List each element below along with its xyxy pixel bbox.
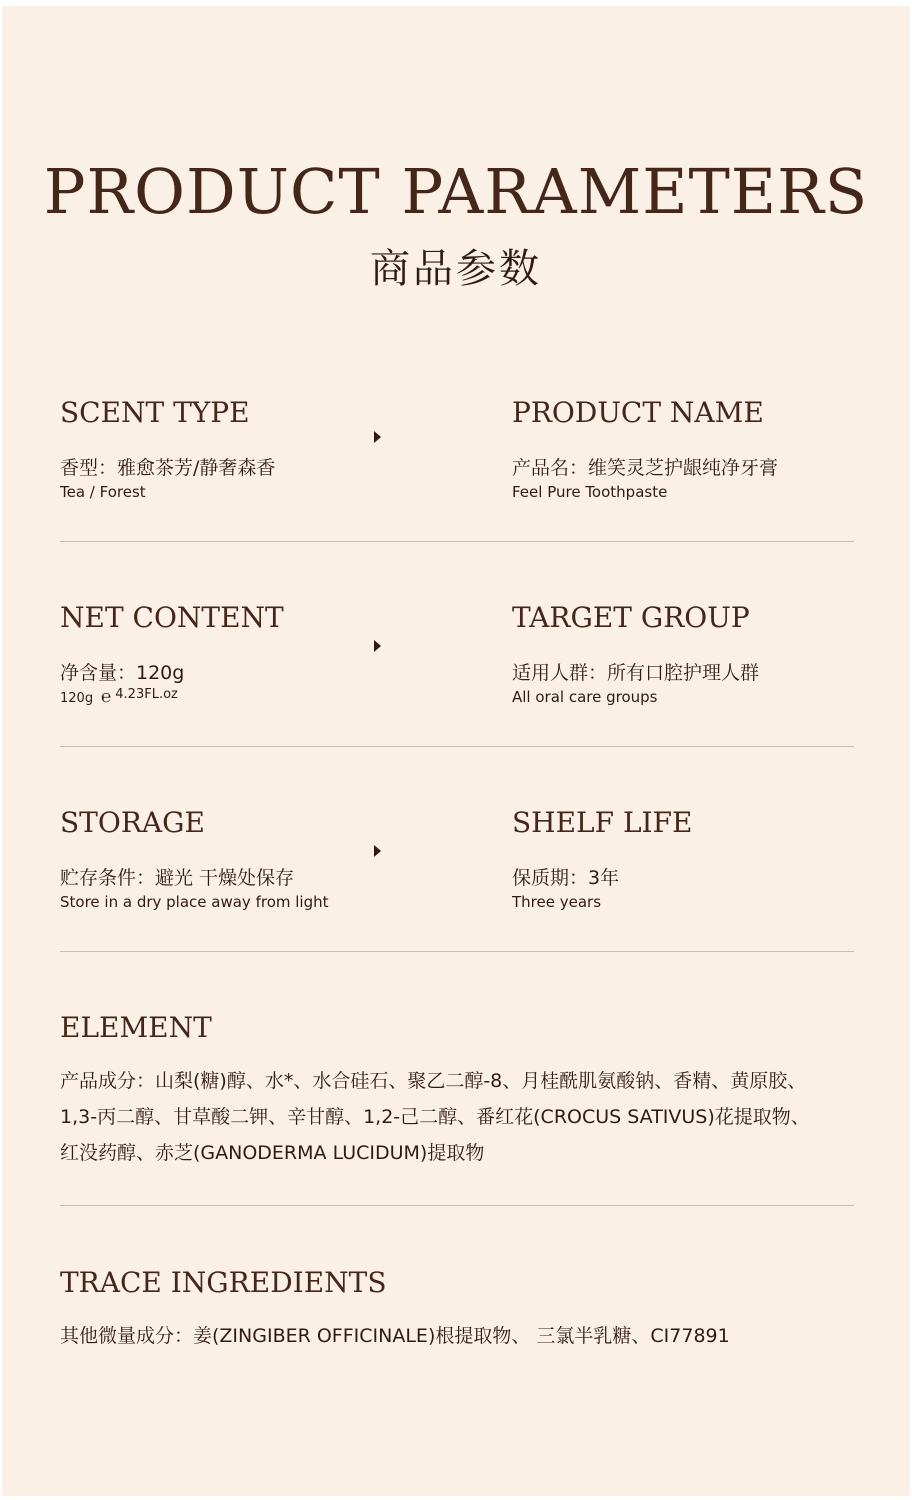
element-ingredients bbox=[60, 1063, 854, 1171]
arrow-right-icon bbox=[374, 640, 381, 652]
estimated-sign-icon: ℮ bbox=[101, 687, 112, 707]
param-target-group bbox=[512, 601, 759, 707]
param-value-en: Feel Pure Toothpaste bbox=[512, 483, 668, 501]
param-value-en: Tea / Forest bbox=[60, 483, 146, 501]
net-weight: 120g bbox=[60, 691, 94, 706]
param-net-content bbox=[60, 601, 284, 709]
ingredient-line: 红没药醇、赤芝(GANODERMA LUCIDUM)提取物 bbox=[60, 1142, 485, 1164]
param-scent-type bbox=[60, 396, 275, 502]
ingredient-line: 1,3-丙二醇、甘草酸二钾、辛甘醇、1,2-己二醇、番红花(CROCUS SATIVUS)花提取物、 bbox=[60, 1106, 810, 1128]
param-shelf-life bbox=[512, 806, 692, 912]
param-value-zh: 产品名：维笑灵芝护龈纯净牙膏 bbox=[512, 457, 779, 479]
param-value-zh: 贮存条件：避光 干燥处保存 bbox=[60, 867, 295, 889]
product-parameters-page bbox=[2, 6, 910, 1496]
param-heading: PRODUCT NAME bbox=[512, 396, 764, 429]
param-value-zh: 适用人群：所有口腔护理人群 bbox=[512, 662, 760, 684]
trace-heading: TRACE INGREDIENTS bbox=[60, 1266, 387, 1299]
arrow-right-icon bbox=[374, 845, 381, 857]
param-product-name bbox=[512, 396, 778, 502]
param-storage bbox=[60, 806, 329, 912]
page-title: PRODUCT PARAMETERS bbox=[43, 155, 869, 228]
ingredient-line: 产品成分：山梨(糖)醇、水*、水合硅石、聚乙二醇-8、月桂酰肌氨酸钠、香精、黄原胶、 bbox=[60, 1070, 807, 1092]
param-value-en: All oral care groups bbox=[512, 688, 658, 706]
param-heading: TARGET GROUP bbox=[512, 601, 750, 634]
param-value-en: Store in a dry place away from light bbox=[60, 893, 329, 911]
param-row-scent-product bbox=[60, 396, 854, 542]
trace-section bbox=[60, 1266, 854, 1366]
param-value-en-group bbox=[60, 687, 284, 709]
element-heading: ELEMENT bbox=[60, 1011, 212, 1044]
param-value-zh: 保质期：3年 bbox=[512, 867, 620, 889]
arrow-right-icon bbox=[374, 431, 381, 443]
param-heading: STORAGE bbox=[60, 806, 205, 839]
trace-ingredients: 其他微量成分：姜(ZINGIBER OFFICINALE)根提取物、 三氯半乳糖、CI77891 bbox=[60, 1325, 730, 1347]
param-row-storage-shelf bbox=[60, 806, 854, 952]
param-heading: SHELF LIFE bbox=[512, 806, 693, 839]
param-row-content-target bbox=[60, 601, 854, 747]
net-volume: 4.23FL.oz bbox=[115, 687, 178, 702]
param-value-zh: 净含量：120g bbox=[60, 662, 185, 684]
param-heading: SCENT TYPE bbox=[60, 396, 250, 429]
param-heading: NET CONTENT bbox=[60, 601, 284, 634]
page-subtitle: 商品参数 bbox=[370, 246, 542, 292]
param-value-en: Three years bbox=[512, 893, 602, 911]
param-value-zh: 香型：雅愈茶芳/静奢森香 bbox=[60, 457, 276, 479]
element-section bbox=[60, 1011, 854, 1206]
